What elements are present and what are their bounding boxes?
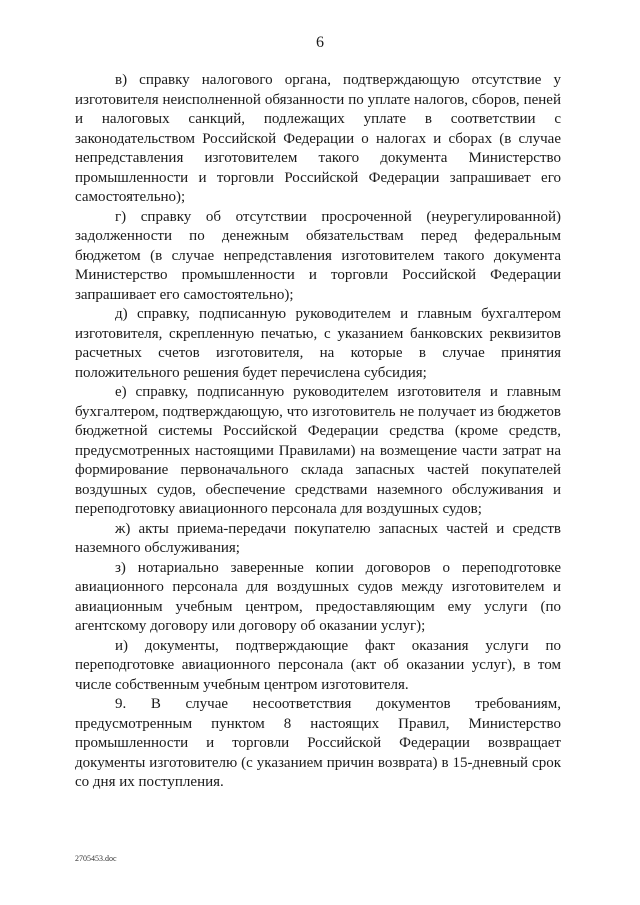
document-body — [75, 71, 561, 793]
paragraph-d: д) справку, подписанную руководителем и главным бухгалтером изготовителя, скрепленную печатью, с указанием банковских реквизитов расчетных счетов изготовителя, на которые в случае принятия положительного решения будет перечислена субсидия; — [75, 306, 561, 381]
paragraph-e: е) справку, подписанную руководителем изготовителя и главным бухгалтером, подтверждающую, что изготовитель не получает из бюджетов бюджетной системы Российской Федерации средства (кроме средств, предусмотренных настоящими Правилами) на возмещение части затрат на формирование первоначального склада запасных частей покупателей воздушных судов, обеспечение средствами наземного обслуживания и переподготовку авиационного персонала для воздушных судов; — [75, 384, 561, 517]
paragraph-9: 9. В случае несоответствия документов требованиям, предусмотренным пунктом 8 настоящих Правил, Министерство промышленности и торговли Российской Федерации возвращает документы изготовителю (с указанием причин возврата) в 15-дневный срок со дня их поступления. — [75, 696, 561, 790]
paragraph-z: з) нотариально заверенные копии договоров о переподготовке авиационного персонала для воздушных судов между изготовителем и авиационным учебным центром, предоставляющим ему услуги (по агентскому договору или договору об оказании услуг); — [75, 559, 561, 634]
paragraph-g: г) справку об отсутствии просроченной (неурегулированной) задолженности по денежным обязательствам перед федеральным бюджетом (в случае непредставления изготовителем такого документа Министерство промышленности и торговли Российской Федерации запрашивает его самостоятельно); — [75, 208, 561, 303]
page-number: 6 — [316, 34, 324, 51]
document-footer-filename: 2705453.doc — [75, 854, 117, 863]
paragraph-zh: ж) акты приема-передачи покупателю запасных частей и средств наземного обслуживания; — [75, 520, 561, 556]
paragraph-v: в) справку налогового органа, подтверждающую отсутствие у изготовителя неисполненной обязанности по уплате налогов, сборов, пеней и налоговых санкций, подлежащих уплате в соответствии с законодательством Российской Федерации о налогах и сборах (в случае непредставления изготовителем такого документа Министерство промышленности и торговли Российской Федерации запрашивает его самостоятельно); — [75, 72, 561, 205]
paragraph-i: и) документы, подтверждающие факт оказания услуги по переподготовке авиационного персонала (акт об оказании услуг), в том числе собственным учебным центром изготовителя. — [75, 637, 561, 693]
